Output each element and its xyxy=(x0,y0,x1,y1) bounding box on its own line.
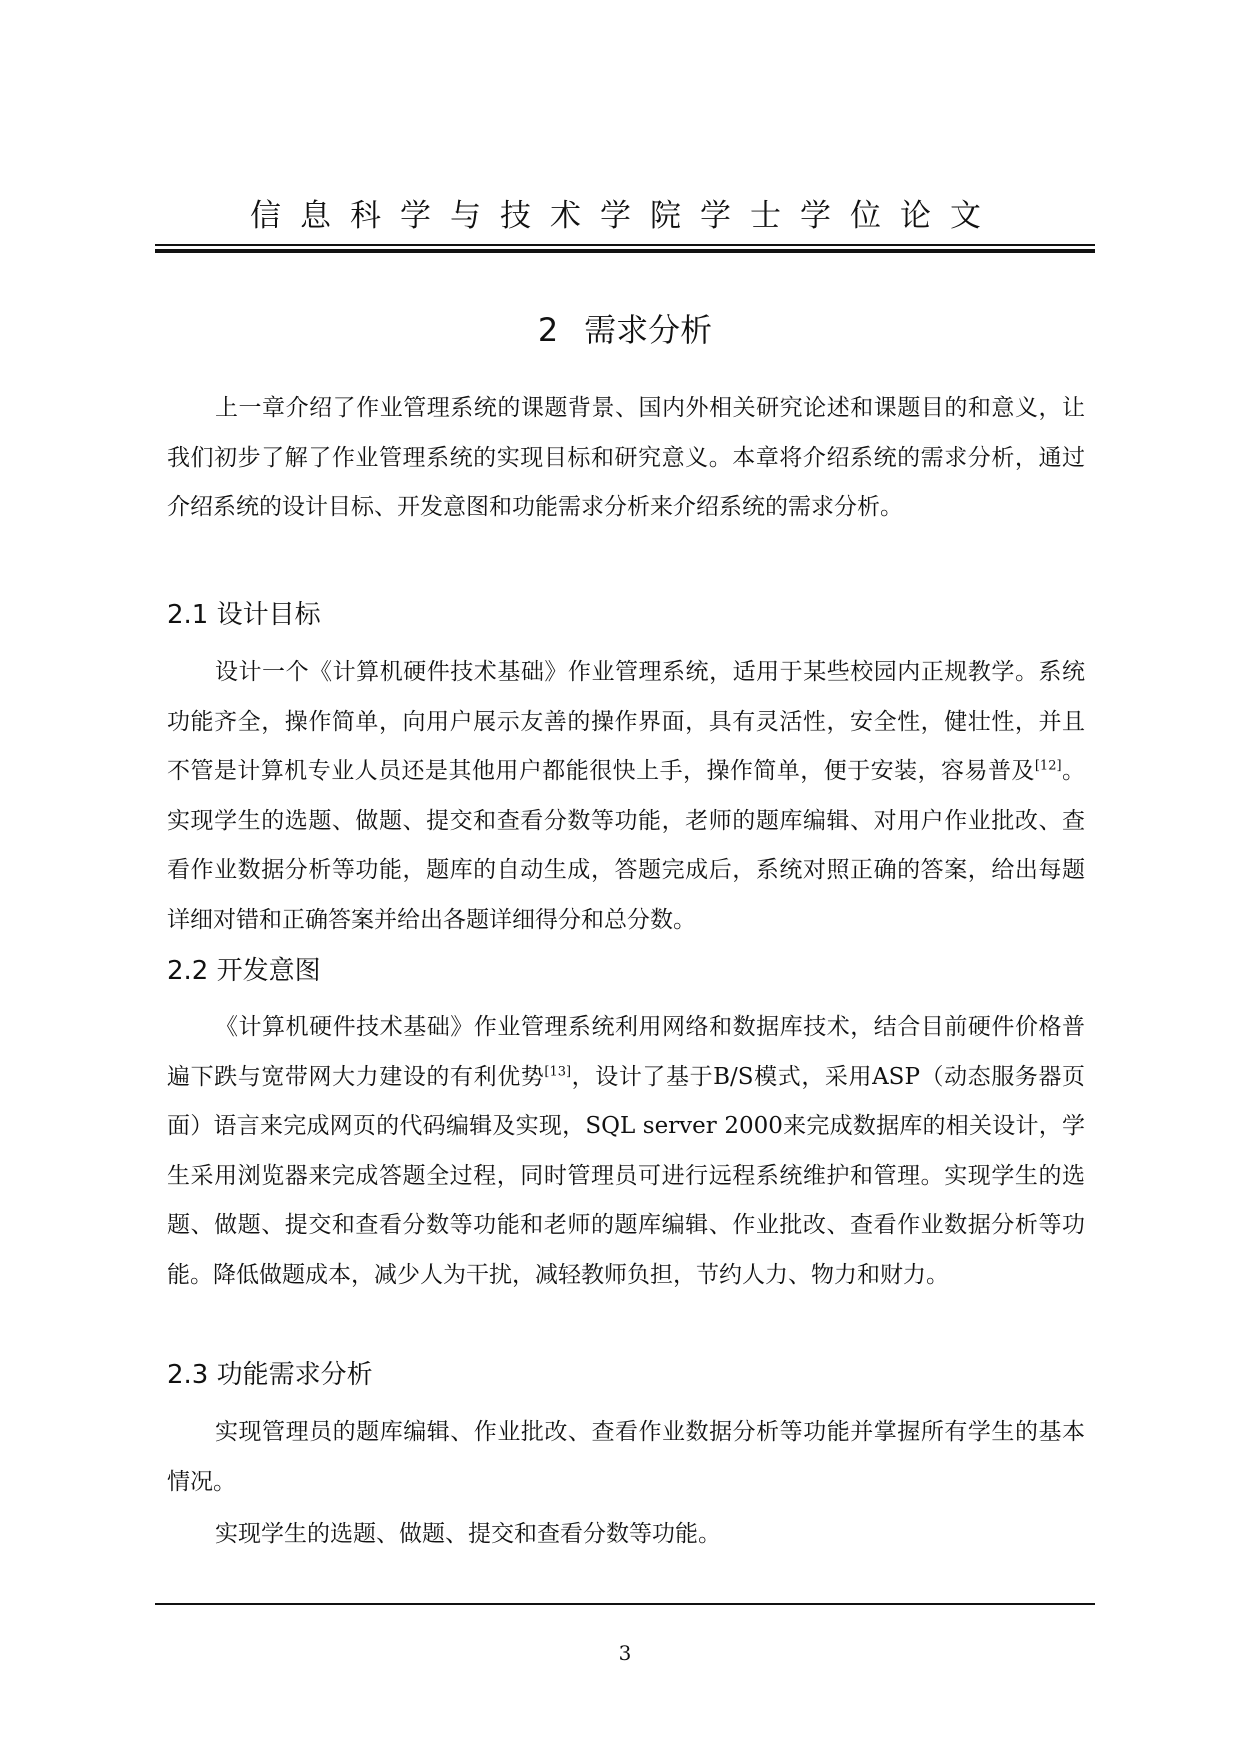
header-rule-thick xyxy=(155,249,1095,253)
page-number: 3 xyxy=(618,1641,632,1665)
section-heading-2-2: 2.2 开发意图 xyxy=(167,956,321,986)
section-2-2-paragraph xyxy=(167,1003,1085,1300)
citation-ref: [12] xyxy=(1034,758,1062,774)
section-heading-2-1: 2.1 设计目标 xyxy=(167,600,321,630)
section-2-3-paragraph-1: 实现管理员的题库编辑、作业批改、查看作业数据分析等功能并掌握所有学生的基本情况。 xyxy=(167,1419,1085,1495)
paragraph-text-continued: ，设计了基于B/S模式，采用ASP（动态服务器页面）语言来完成网页的代码编辑及实现，SQL server 2000来完成数据库的相关设计，学生采用浏览器来完成答题全过程，同时管理员可进行远程系统维护和管理。实现学生的选题、做题、提交和查看分数等功能和老师的题库编辑、作业批改、查看作业数据分析等功能。降低做题成本，减少人为干扰，减轻教师负担，节约人力、物力和财力。 xyxy=(167,1063,1086,1288)
paragraph-text: 设计一个《计算机硬件技术基础》作业管理系统，适用于某些校园内正规教学。系统功能齐全，操作简单，向用户展示友善的操作界面，具有灵活性，安全性，健壮性，并且不管是计算机专业人员还是其他用户都能很快上手，操作简单，便于安装，容易普及 xyxy=(167,659,1085,784)
paragraph-text-continued: 。实现学生的选题、做题、提交和查看分数等功能，老师的题库编辑、对用户作业批改、查看作业数据分析等功能，题库的自动生成，答题完成后，系统对照正确的答案，给出每题详细对错和正确答案并给出各题详细得分和总分数。 xyxy=(167,758,1086,933)
section-2-1-paragraph xyxy=(167,648,1085,945)
chapter-title xyxy=(155,310,1095,350)
header-rule-thin xyxy=(155,244,1095,246)
running-header-title: 信息科学与技术学院学士学位论文 xyxy=(250,198,1000,234)
section-heading-2-3: 2.3 功能需求分析 xyxy=(167,1360,373,1390)
paragraph-text: 《计算机硬件技术基础》作业管理系统利用网络和数据库技术，结合目前硬件价格普遍下跌与宽带网大力建设的有利优势 xyxy=(167,1014,1085,1090)
chapter-title-text: 需求分析 xyxy=(584,311,713,349)
intro-paragraph: 上一章介绍了作业管理系统的课题背景、国内外相关研究论述和课题目的和意义，让我们初步了解了作业管理系统的实现目标和研究意义。本章将介绍系统的需求分析，通过介绍系统的设计目标、开发意图和功能需求分析来介绍系统的需求分析。 xyxy=(167,395,1085,520)
section-2-3-paragraph-2: 实现学生的选题、做题、提交和查看分数等功能。 xyxy=(215,1521,721,1547)
footer-rule xyxy=(155,1603,1095,1605)
chapter-number: 2 xyxy=(537,311,559,349)
citation-ref: [13] xyxy=(544,1063,572,1079)
